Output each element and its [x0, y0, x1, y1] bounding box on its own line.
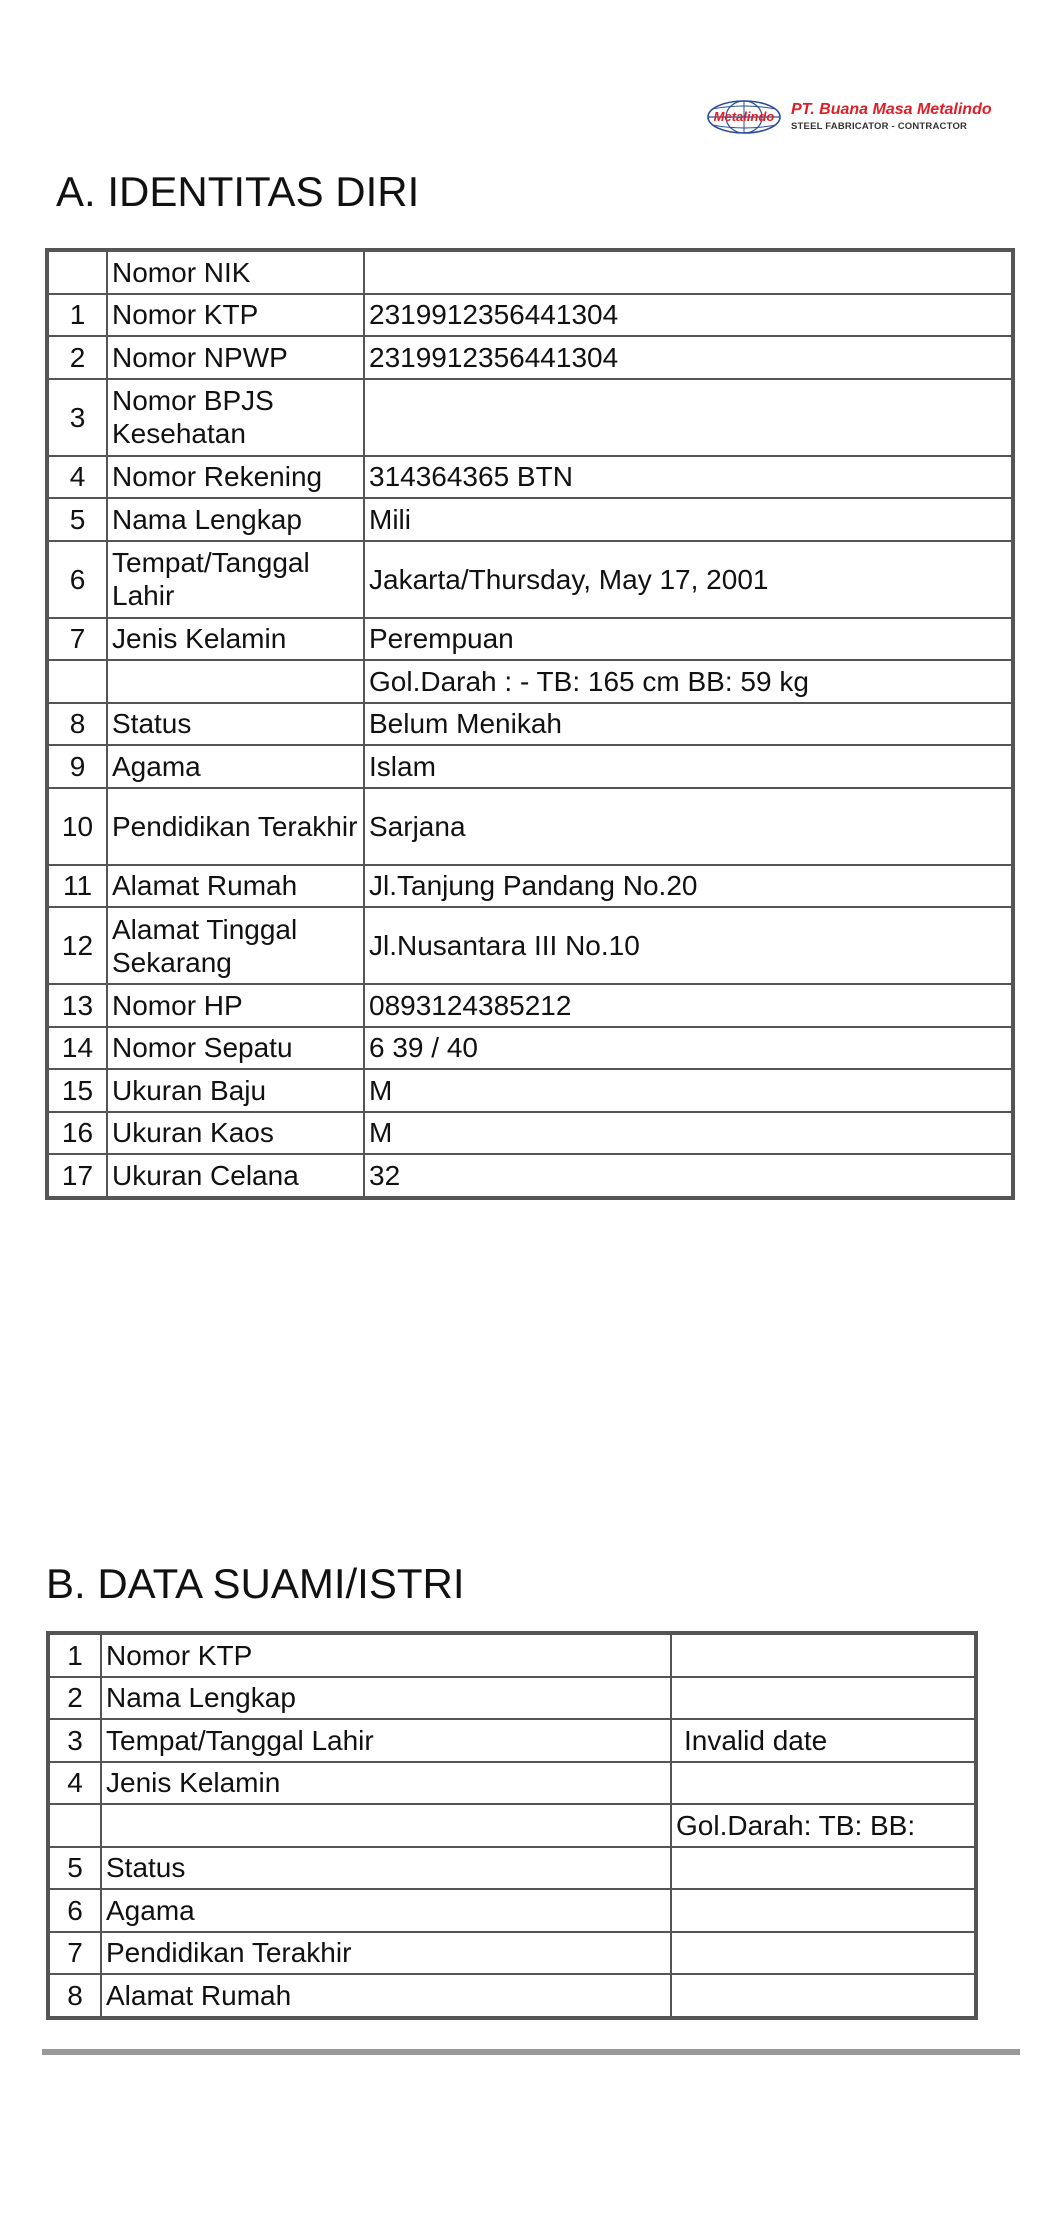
row-number: 4 — [49, 1762, 101, 1805]
blood-height-weight-value: Gol.Darah: TB: BB: — [671, 1804, 975, 1847]
section-b-title: B. DATA SUAMI/ISTRI — [46, 1560, 465, 1607]
row-number: 11 — [48, 865, 107, 908]
table-row — [48, 660, 1012, 703]
row-label: Status — [101, 1847, 671, 1890]
row-value: Invalid date — [671, 1719, 975, 1762]
row-value: Jl.Nusantara III No.10 — [364, 907, 1012, 984]
table-row — [48, 1027, 1012, 1070]
row-label: Agama — [101, 1889, 671, 1932]
row-number: 9 — [48, 745, 107, 788]
row-value — [364, 251, 1012, 294]
row-number: 5 — [49, 1847, 101, 1890]
row-number: 7 — [49, 1932, 101, 1975]
row-label: Nama Lengkap — [107, 498, 364, 541]
row-number: 3 — [48, 379, 107, 456]
table-row — [48, 379, 1012, 456]
row-number: 10 — [48, 788, 107, 865]
table-row — [49, 1889, 975, 1932]
row-number: 12 — [48, 907, 107, 984]
row-value: Sarjana — [364, 788, 1012, 865]
row-value — [671, 1974, 975, 2017]
table-row — [48, 1154, 1012, 1197]
row-label: Ukuran Celana — [107, 1154, 364, 1197]
row-number: 8 — [48, 703, 107, 746]
row-value — [671, 1847, 975, 1890]
blood-height-weight-value: Gol.Darah : - TB: 165 cm BB: 59 kg — [364, 660, 1012, 703]
table-row — [48, 336, 1012, 379]
row-value: 0893124385212 — [364, 984, 1012, 1027]
row-label: Nomor Sepatu — [107, 1027, 364, 1070]
row-number: 7 — [48, 618, 107, 661]
logo-emblem-text: Metalindo — [713, 109, 775, 124]
table-row — [49, 1932, 975, 1975]
table-row — [48, 703, 1012, 746]
table-row — [49, 1804, 975, 1847]
row-number — [49, 1804, 101, 1847]
row-label: Tempat/Tanggal Lahir — [101, 1719, 671, 1762]
row-number: 14 — [48, 1027, 107, 1070]
table-row — [49, 1974, 975, 2017]
table-row — [48, 788, 1012, 865]
globe-logo-icon — [706, 99, 782, 135]
row-value: Belum Menikah — [364, 703, 1012, 746]
row-label: Pendidikan Terakhir — [101, 1932, 671, 1975]
row-value: 314364365 BTN — [364, 456, 1012, 499]
row-number: 15 — [48, 1069, 107, 1112]
row-number: 8 — [49, 1974, 101, 2017]
row-label: Nomor NPWP — [107, 336, 364, 379]
table-row — [49, 1762, 975, 1805]
row-value — [671, 1932, 975, 1975]
table-row — [48, 745, 1012, 788]
row-label — [107, 660, 364, 703]
table-row — [48, 541, 1012, 618]
row-label: Alamat Rumah — [107, 865, 364, 908]
row-number: 6 — [48, 541, 107, 618]
row-value: Mili — [364, 498, 1012, 541]
row-number — [48, 251, 107, 294]
table-row — [48, 456, 1012, 499]
row-label: Alamat Tinggal Sekarang — [107, 907, 364, 984]
row-value — [364, 379, 1012, 456]
company-logo — [706, 99, 1006, 139]
page-divider — [42, 2049, 1020, 2055]
section-a-title: A. IDENTITAS DIRI — [56, 168, 420, 215]
row-value: 2319912356441304 — [364, 294, 1012, 337]
table-row — [48, 498, 1012, 541]
row-value — [671, 1762, 975, 1805]
row-number: 2 — [48, 336, 107, 379]
row-value — [671, 1634, 975, 1677]
row-label: Alamat Rumah — [101, 1974, 671, 2017]
row-value — [671, 1889, 975, 1932]
row-label: Agama — [107, 745, 364, 788]
row-number: 1 — [48, 294, 107, 337]
table-row — [48, 1112, 1012, 1155]
table-row — [48, 251, 1012, 294]
row-number — [48, 660, 107, 703]
row-number: 17 — [48, 1154, 107, 1197]
row-label: Nomor BPJS Kesehatan — [107, 379, 364, 456]
row-label: Nomor KTP — [101, 1634, 671, 1677]
table-row — [48, 907, 1012, 984]
row-label — [101, 1804, 671, 1847]
row-value: Jakarta/Thursday, May 17, 2001 — [364, 541, 1012, 618]
table-row — [49, 1847, 975, 1890]
row-label: Nomor NIK — [107, 251, 364, 294]
row-label: Jenis Kelamin — [101, 1762, 671, 1805]
row-value: 2319912356441304 — [364, 336, 1012, 379]
row-label: Status — [107, 703, 364, 746]
table-row — [49, 1719, 975, 1762]
row-label: Nomor HP — [107, 984, 364, 1027]
table-row — [48, 1069, 1012, 1112]
row-value: M — [364, 1112, 1012, 1155]
row-number: 16 — [48, 1112, 107, 1155]
table-row — [48, 865, 1012, 908]
table-row — [49, 1677, 975, 1720]
row-number: 1 — [49, 1634, 101, 1677]
table-row — [48, 294, 1012, 337]
identity-table — [47, 250, 1013, 1198]
row-label: Nomor KTP — [107, 294, 364, 337]
row-number: 2 — [49, 1677, 101, 1720]
spouse-table — [48, 1633, 976, 2018]
row-number: 4 — [48, 456, 107, 499]
row-label: Nomor Rekening — [107, 456, 364, 499]
row-value: Islam — [364, 745, 1012, 788]
logo-company-name: PT. Buana Masa Metalindo — [791, 101, 992, 118]
row-label: Pendidikan Terakhir — [107, 788, 364, 865]
row-label: Ukuran Kaos — [107, 1112, 364, 1155]
row-value: 32 — [364, 1154, 1012, 1197]
row-value: Jl.Tanjung Pandang No.20 — [364, 865, 1012, 908]
row-number: 5 — [48, 498, 107, 541]
row-number: 13 — [48, 984, 107, 1027]
logo-tagline: STEEL FABRICATOR - CONTRACTOR — [791, 121, 968, 132]
table-row — [48, 618, 1012, 661]
row-number: 6 — [49, 1889, 101, 1932]
row-value: 6 39 / 40 — [364, 1027, 1012, 1070]
row-label: Jenis Kelamin — [107, 618, 364, 661]
table-row — [48, 984, 1012, 1027]
row-label: Tempat/Tanggal Lahir — [107, 541, 364, 618]
row-label: Ukuran Baju — [107, 1069, 364, 1112]
row-value: Perempuan — [364, 618, 1012, 661]
table-row — [49, 1634, 975, 1677]
row-number: 3 — [49, 1719, 101, 1762]
row-value — [671, 1677, 975, 1720]
row-label: Nama Lengkap — [101, 1677, 671, 1720]
row-value: M — [364, 1069, 1012, 1112]
